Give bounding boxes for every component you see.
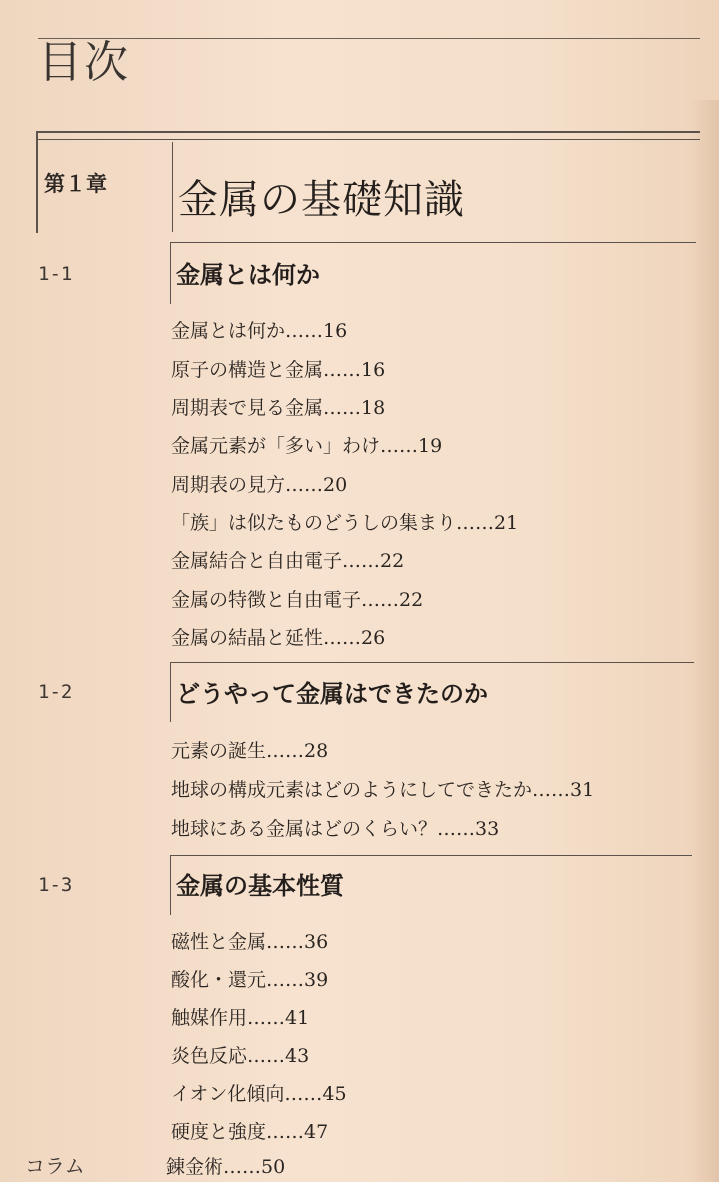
top-rule	[38, 38, 700, 39]
section-number: 1-3	[38, 874, 73, 896]
toc-entry[interactable]: 「族」は似たものどうしの集まり……21	[171, 512, 519, 534]
toc-entry[interactable]: 炎色反応……43	[171, 1045, 310, 1067]
toc-entry[interactable]: 周期表の見方……20	[171, 474, 348, 496]
toc-entry[interactable]: 金属の結晶と延性……26	[171, 627, 386, 649]
chapter-title: 金属の基礎知識	[178, 177, 465, 223]
toc-entry[interactable]: 酸化・還元……39	[171, 969, 329, 991]
column-entry[interactable]: 錬金術……50	[166, 1156, 286, 1178]
toc-entry[interactable]: 金属とは何か……16	[171, 320, 348, 342]
toc-entry[interactable]: 地球の構成元素はどのようにしてできたか……31	[171, 779, 595, 801]
toc-entry[interactable]: 金属元素が「多い」わけ……19	[171, 435, 443, 457]
toc-entry[interactable]: 周期表で見る金属……18	[171, 397, 386, 419]
page-edge-shadow	[691, 100, 719, 1182]
chapter-label: 第１章	[44, 172, 107, 196]
section-title: どうやって金属はできたのか	[176, 680, 488, 708]
section-vrule	[170, 242, 171, 304]
page-title: 目次	[38, 37, 130, 88]
toc-entry[interactable]: イオン化傾向……45	[171, 1083, 347, 1105]
toc-entry[interactable]: 磁性と金属……36	[171, 931, 329, 953]
section-number: 1-2	[38, 681, 73, 703]
toc-entry[interactable]: 硬度と強度……47	[171, 1121, 329, 1143]
toc-entry[interactable]: 地球にある金属はどのくらい？……33	[171, 818, 500, 840]
section-rule	[170, 242, 696, 243]
toc-entry[interactable]: 金属結合と自由電子……22	[171, 550, 405, 572]
section-number: 1-1	[38, 263, 73, 285]
section-title: 金属の基本性質	[176, 872, 344, 900]
column-label: コラム	[25, 1154, 85, 1178]
toc-entry[interactable]: 原子の構造と金属……16	[171, 359, 386, 381]
section-vrule	[170, 855, 171, 915]
toc-entry[interactable]: 元素の誕生……28	[171, 740, 329, 762]
section-vrule	[170, 662, 171, 722]
section-rule	[170, 662, 694, 663]
chapter-divider	[172, 142, 173, 232]
section-rule	[170, 855, 692, 856]
toc-entry[interactable]: 触媒作用……41	[171, 1007, 310, 1029]
section-title: 金属とは何か	[176, 261, 320, 289]
toc-entry[interactable]: 金属の特徴と自由電子……22	[171, 589, 424, 611]
